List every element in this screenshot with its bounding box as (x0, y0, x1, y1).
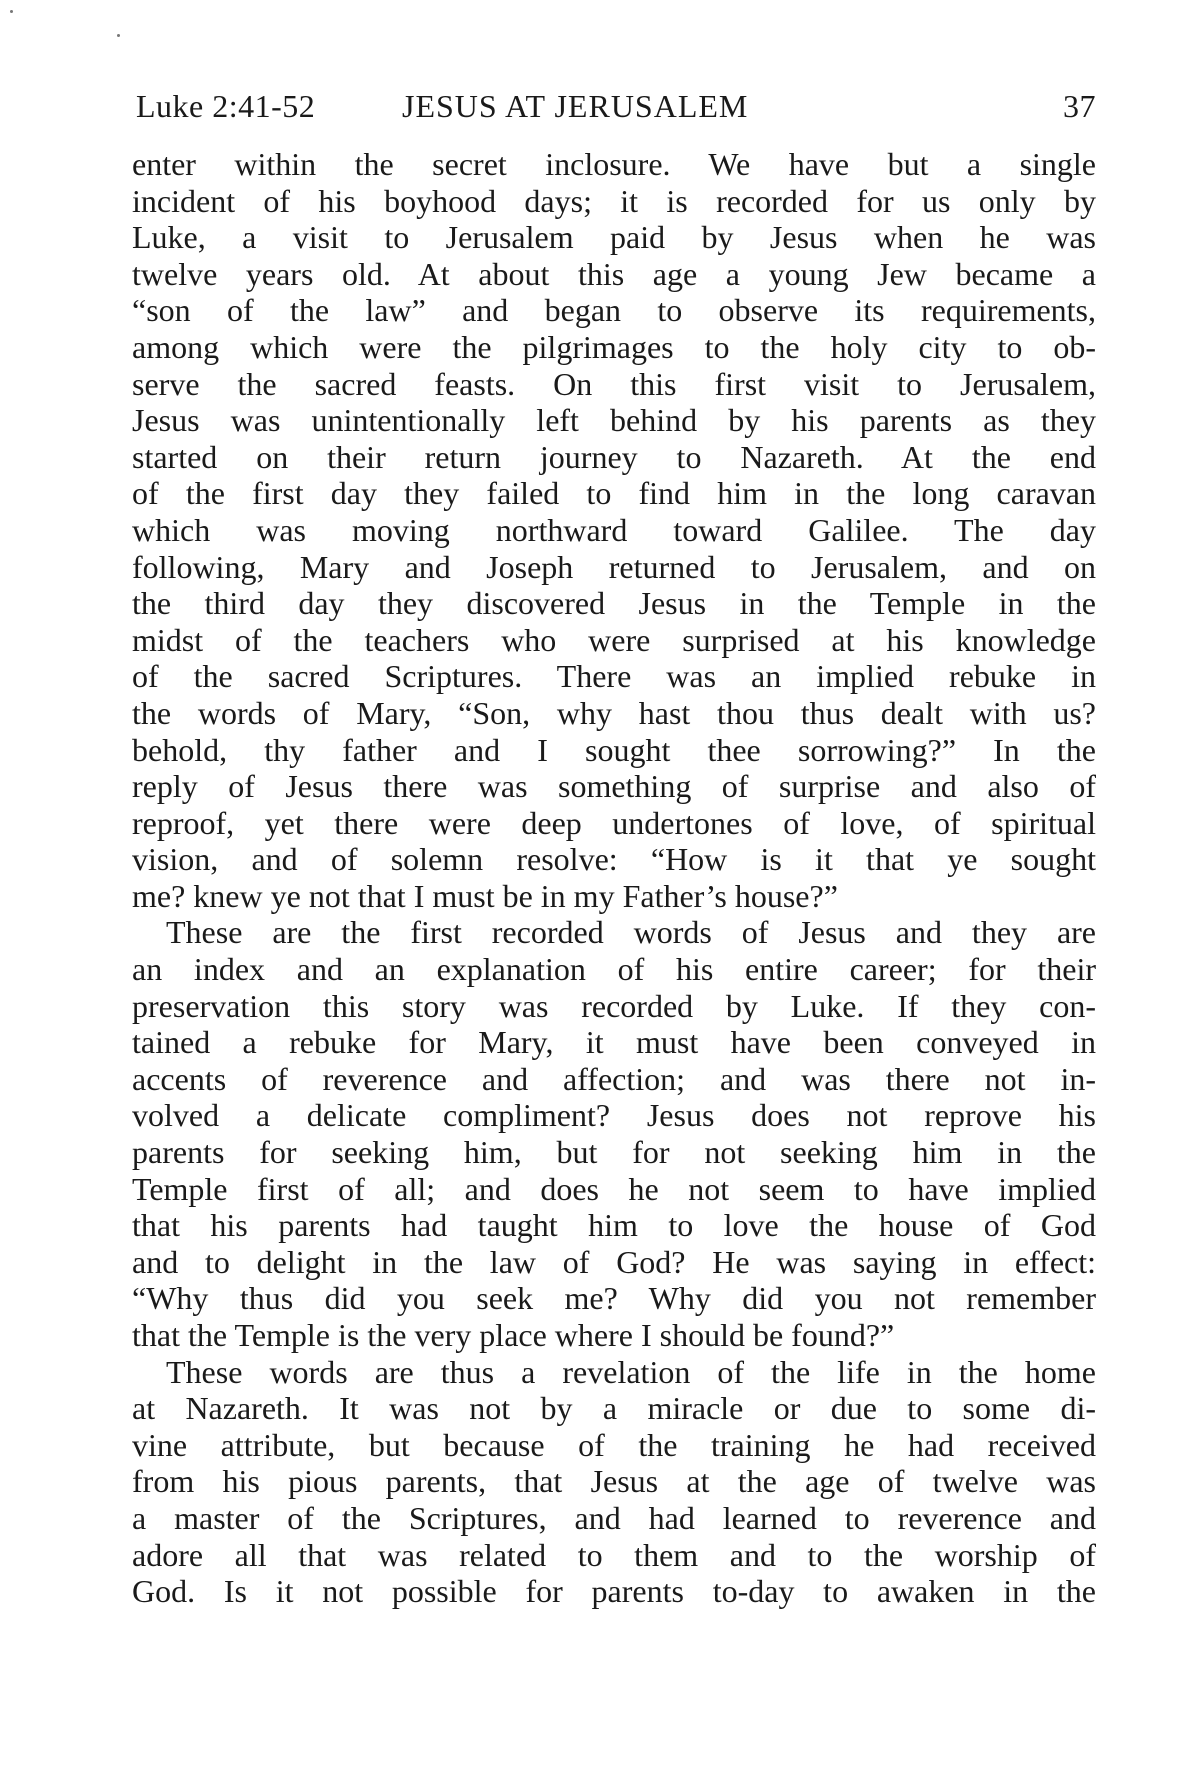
text-line: twelve years old. At about this age a young Jew became a (132, 255, 1096, 292)
text-line: Jesus was unintentionally left behind by his parents as they (132, 402, 1096, 439)
text-line: “son of the law” and began to observe its requirements, (132, 292, 1096, 329)
page-title: JESUS AT JERUSALEM (402, 88, 749, 124)
margin-speck (10, 10, 13, 13)
text-line: me? knew ye not that I must be in my Father’s house?” (132, 877, 838, 914)
paragraph-2 (132, 914, 1096, 1353)
margin-speck (117, 34, 120, 37)
text-line: parents for seeking him, but for not seeking him in the (132, 1134, 1096, 1171)
text-line: serve the sacred feasts. On this first visit to Jerusalem, (132, 365, 1096, 402)
text-line: These are the first recorded words of Jesus and they are (166, 914, 1096, 951)
page-number: 37 (1063, 88, 1096, 124)
text-line: which was moving northward toward Galilee. The day (132, 511, 1096, 548)
chapter-reference: Luke 2:41-52 (136, 88, 316, 124)
text-line: from his pious parents, that Jesus at the age of twelve was (132, 1463, 1096, 1500)
text-line: vision, and of solemn resolve: “How is it that ye sought (132, 841, 1096, 878)
text-line: among which were the pilgrimages to the holy city to ob- (132, 328, 1096, 365)
text-line: the third day they discovered Jesus in the Temple in the (132, 585, 1096, 622)
text-line: vine attribute, but because of the training he had received (132, 1426, 1096, 1463)
text-line: adore all that was related to them and to the worship of (132, 1536, 1096, 1573)
text-line: These words are thus a revelation of the life in the home (166, 1353, 1096, 1390)
text-line: “Why thus did you seek me? Why did you not remember (132, 1280, 1096, 1317)
text-line: an index and an explanation of his entire career; for their (132, 951, 1096, 988)
text-line: following, Mary and Joseph returned to Jerusalem, and on (132, 548, 1096, 585)
text-line: accents of reverence and affection; and was there not in- (132, 1060, 1096, 1097)
text-line: the words of Mary, “Son, why hast thou thus dealt with us? (132, 694, 1096, 731)
text-line: reproof, yet there were deep undertones of love, of spiritual (132, 804, 1096, 841)
text-line: behold, thy father and I sought thee sorrowing?” In the (132, 731, 1096, 768)
paragraph-3 (132, 1354, 1096, 1610)
text-line: reply of Jesus there was something of surprise and also of (132, 768, 1096, 805)
text-line: enter within the secret inclosure. We have but a single (132, 146, 1096, 182)
text-line: that the Temple is the very place where I should be found?” (132, 1317, 895, 1353)
running-head (136, 86, 1096, 126)
text-line: Luke, a visit to Jerusalem paid by Jesus when he was (132, 219, 1096, 256)
text-line: volved a delicate compliment? Jesus does not reprove his (132, 1097, 1096, 1134)
text-line: at Nazareth. It was not by a miracle or due to some di- (132, 1390, 1096, 1427)
text-line: Temple first of all; and does he not seem to have implied (132, 1170, 1096, 1207)
text-line: incident of his boyhood days; it is recorded for us only by (132, 182, 1096, 219)
text-line: of the first day they failed to find him in the long caravan (132, 475, 1096, 512)
text-line: of the sacred Scriptures. There was an implied rebuke in (132, 658, 1096, 695)
text-line: and to delight in the law of God? He was saying in effect: (132, 1243, 1096, 1280)
text-line: tained a rebuke for Mary, it must have been conveyed in (132, 1024, 1096, 1061)
body-text (132, 146, 1096, 1610)
text-line: midst of the teachers who were surprised at his knowledge (132, 621, 1096, 658)
text-line: that his parents had taught him to love the house of God (132, 1207, 1096, 1244)
text-line: a master of the Scriptures, and had learned to reverence and (132, 1499, 1096, 1536)
text-line: started on their return journey to Nazareth. At the end (132, 438, 1096, 475)
paragraph-1 (132, 146, 1096, 914)
text-line: preservation this story was recorded by Luke. If they con- (132, 987, 1096, 1024)
text-line: God. Is it not possible for parents to-day to awaken in the (132, 1573, 1096, 1610)
